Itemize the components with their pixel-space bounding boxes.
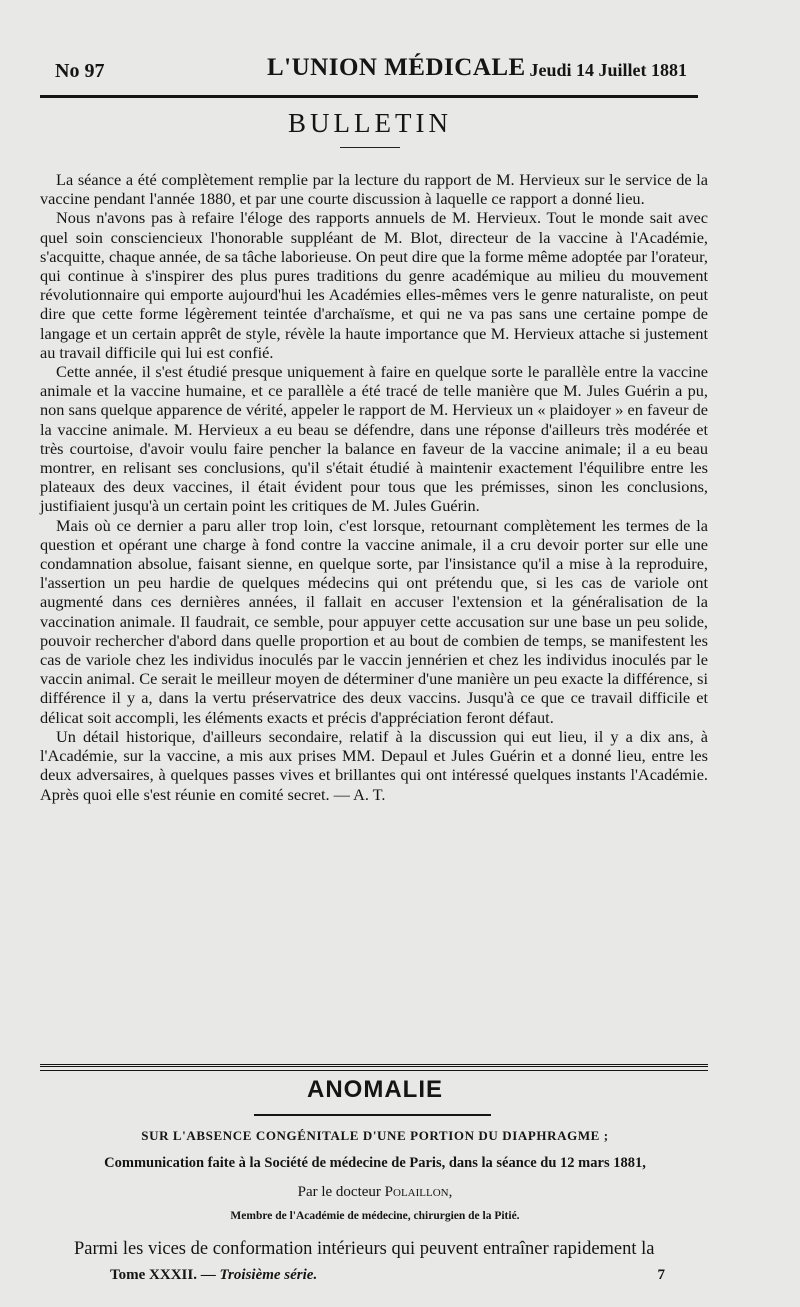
author-prefix: Par le docteur [297,1184,381,1200]
journal-title: L'UNION MÉDICALE [267,54,526,81]
issue-date: Jeudi 14 Juillet 1881 [529,60,687,80]
serie-label: Troisième série. [219,1267,318,1283]
author-name: Polaillon, [384,1184,453,1200]
paragraph: Mais où ce dernier a paru aller trop loin, c'est lorsque, retournant complètement les termes de la question et opérant une charge à fond contre la vaccine animale, il a cru devoir porter sur elle une condamnation absolue, faisant sienne, en quelque sorte, par l'insistance qu'il a mise à la reproduire, l'assertion un peu hardie de quelques médecins qui ont prétendu que, si les cas de variole ont augmenté dans ces dernières années, il fallait en accuser l'extension et la généralisation de la vaccination animale. Il faudrait, ce semble, pour appuyer cette accusation sur une base un peu solide, pouvoir rechercher d'abord dans quelle proportion et au bout de combien de temps, se manifestent les cas de variole chez les individus inoculés par le vaccin jennérien et chez les individus inoculés par le vaccin animal. Ce serait le meilleur moyen de déterminer d'une manière un peu exacte la différence, si différence il y a, dans la vertu préservatrice des deux vaccins. Jusqu'à ce que ce travail difficile et délicat soit accompli, les éléments exacts et précis d'appréciation feront défaut. [40,515,708,727]
tome-label [110,1267,317,1284]
header-rule [40,95,698,98]
signature-mark: 7 [657,1267,665,1283]
paragraph: Nous n'avons pas à refaire l'éloge des rapports annuels de M. Hervieux. Tout le monde sait avec quel soin consciencieux l'honorable suppléant de M. Blot, directeur de la vaccine à l'Académie, s'acquitte, chaque année, de sa tâche laborieuse. On peut dire que la forme même adoptée par l'orateur, qui continue à s'inspirer des plus pures traditions du genre académique au milieu du mouvement révolutionnaire qui emporte aujourd'hui les Académies elles-mêmes vers le genre naturaliste, on peut dire que cette forme légèrement teintée d'archaïsme, et qui ne va pas sans une certaine pompe de langage et un certain apprêt de style, révèle la haute importance que M. Hervieux attache si justement au travail difficile qui lui est confié. [40,208,708,362]
paragraph: La séance a été complètement remplie par la lecture du rapport de M. Hervieux sur le service de la vaccine pendant l'année 1880, et par une courte discussion à laquelle ce rapport a donné lieu. [40,170,708,209]
page-header [55,52,695,86]
article-first-line: Parmi les vices de conformation intérieurs qui peuvent entraîner rapidement la [74,1239,655,1259]
anomalie-title: ANOMALIE [307,1076,443,1103]
title-rule [340,147,400,148]
tome-number: Tome XXXII. — [110,1267,216,1283]
anomalie-title-rule [254,1114,491,1116]
bulletin-body [40,170,708,804]
author-affiliation: Membre de l'Académie de médecine, chirurgien de la Pitié. [230,1210,520,1222]
bulletin-title: BULLETIN [288,108,452,138]
section-divider [40,1064,708,1071]
anomalie-subtitle: SUR L'ABSENCE CONGÉNITALE D'UNE PORTION DU DIAPHRAGME ; [141,1128,609,1143]
author-line [0,1184,750,1201]
issue-number: No 97 [55,60,105,82]
paragraph: Cette année, il s'est étudié presque uniquement à faire en quelque sorte le parallèle entre la vaccine animale et la vaccine humaine, et ce parallèle a été tracé de telle manière que M. Jules Guérin a pu, non sans quelque apparence de vérité, appeler le rapport de M. Hervieux un « plaidoyer » en faveur de la vaccine animale. M. Hervieux a eu beau se défendre, dans une réponse d'ailleurs très modérée et très courtoise, d'avoir voulu faire pencher la balance en faveur de la vaccine animale; il a eu beau montrer, en relisant ses conclusions, qu'il s'était étudié à maintenir exactement l'équilibre entre les plateaux des deux vaccines, il était évident pour tous que les prémisses, sinon les conclusions, justifiaient jusqu'à un certain point les critiques de M. Jules Guérin. [40,362,708,516]
paragraph: Un détail historique, d'ailleurs secondaire, relatif à la discussion qui eut lieu, il y a dix ans, à l'Académie, sur la vaccine, a mis aux prises MM. Depaul et Jules Guérin et a donné lieu, entre les deux adversaires, à quelques passes vives et brillantes qui ont intéressé quelques instants l'Académie. Après quoi elle s'est réunie en comité secret. — A. T. [40,726,708,804]
communication-line: Communication faite à la Société de médecine de Paris, dans la séance du 12 mars 1881, [104,1155,646,1171]
